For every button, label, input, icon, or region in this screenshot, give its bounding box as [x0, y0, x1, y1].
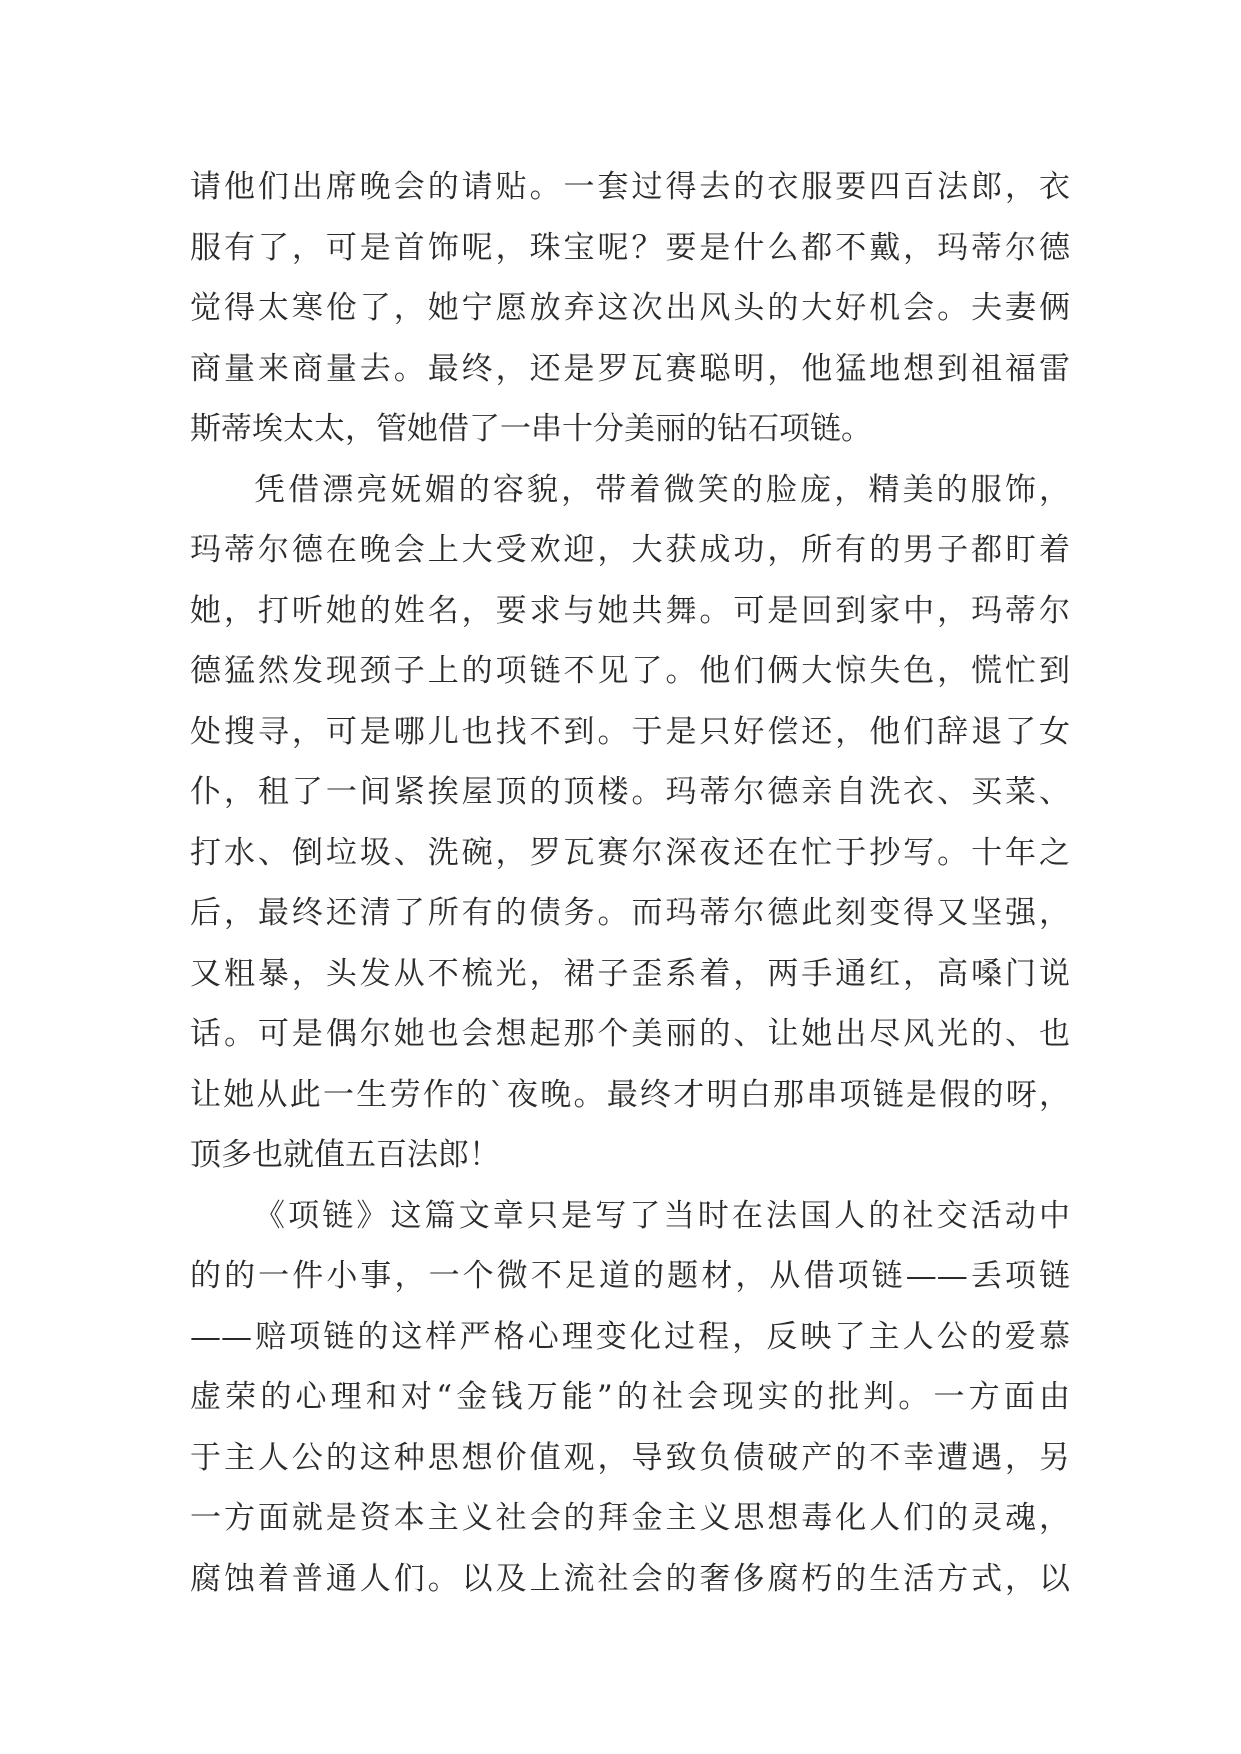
body-text: [190, 157, 1070, 1609]
text-line: 她，打听她的姓名，要求与她共舞。可是回到家中，玛蒂尔: [190, 592, 1070, 629]
text-line: 虚荣的心理和对“金钱万能”的社会现实的批判。一方面由: [190, 1379, 1070, 1415]
paragraph-first-line: 《项链》这篇文章只是写了当时在法国人的社交活动中: [254, 1197, 1070, 1234]
text-line: 觉得太寒伧了，她宁愿放弃这次出风头的大好机会。夫妻俩: [190, 290, 1070, 326]
text-line: 玛蒂尔德在晚会上大受欢迎，大获成功，所有的男子都盯着: [190, 532, 1070, 568]
text-line: 顶多也就值五百法郎！: [190, 1137, 500, 1173]
text-line: 让她从此一生劳作的`夜晚。最终才明白那串项链是假的呀，: [190, 1076, 1070, 1113]
text-line: 一方面就是资本主义社会的拜金主义思想毒化人们的灵魂，: [190, 1500, 1070, 1536]
text-line: 打水、倒垃圾、洗碗，罗瓦赛尔深夜还在忙于抄写。十年之: [190, 834, 1070, 871]
text-line: 后，最终还清了所有的债务。而玛蒂尔德此刻变得又坚强，: [190, 895, 1070, 931]
text-line: 斯蒂埃太太，管她借了一串十分美丽的钻石项链。: [190, 411, 872, 447]
text-line: 于主人公的这种思想价值观，导致负债破产的不幸遭遇，另: [190, 1439, 1070, 1476]
text-line: 德猛然发现颈子上的项链不见了。他们俩大惊失色，慌忙到: [190, 653, 1070, 689]
text-line: 又粗暴，头发从不梳光，裙子歪系着，两手通红，高嗓门说: [190, 955, 1070, 992]
text-line: 的的一件小事，一个微不足道的题材，从借项链——丢项链: [190, 1258, 1070, 1294]
paragraph-first-line: 凭借漂亮妩媚的容貌，带着微笑的脸庞，精美的服饰，: [254, 471, 1070, 508]
text-line: 服有了，可是首饰呢，珠宝呢？要是什么都不戴，玛蒂尔德: [190, 229, 1070, 266]
text-line: 商量来商量去。最终，还是罗瓦赛聪明，他猛地想到祖福雷: [190, 350, 1070, 387]
text-line: ——赔项链的这样严格心理变化过程，反映了主人公的爱慕: [190, 1318, 1070, 1355]
text-line: 处搜寻，可是哪儿也找不到。于是只好偿还，他们辞退了女: [190, 713, 1070, 750]
text-line: 腐蚀着普通人们。以及上流社会的奢侈腐朽的生活方式，以: [190, 1560, 1070, 1597]
text-line: 仆，租了一间紧挨屋顶的顶楼。玛蒂尔德亲自洗衣、买菜、: [190, 774, 1070, 810]
text-line: 话。可是偶尔她也会想起那个美丽的、让她出尽风光的、也: [190, 1016, 1070, 1052]
text-line: 请他们出席晚会的请贴。一套过得去的衣服要四百法郎，衣: [190, 169, 1070, 205]
